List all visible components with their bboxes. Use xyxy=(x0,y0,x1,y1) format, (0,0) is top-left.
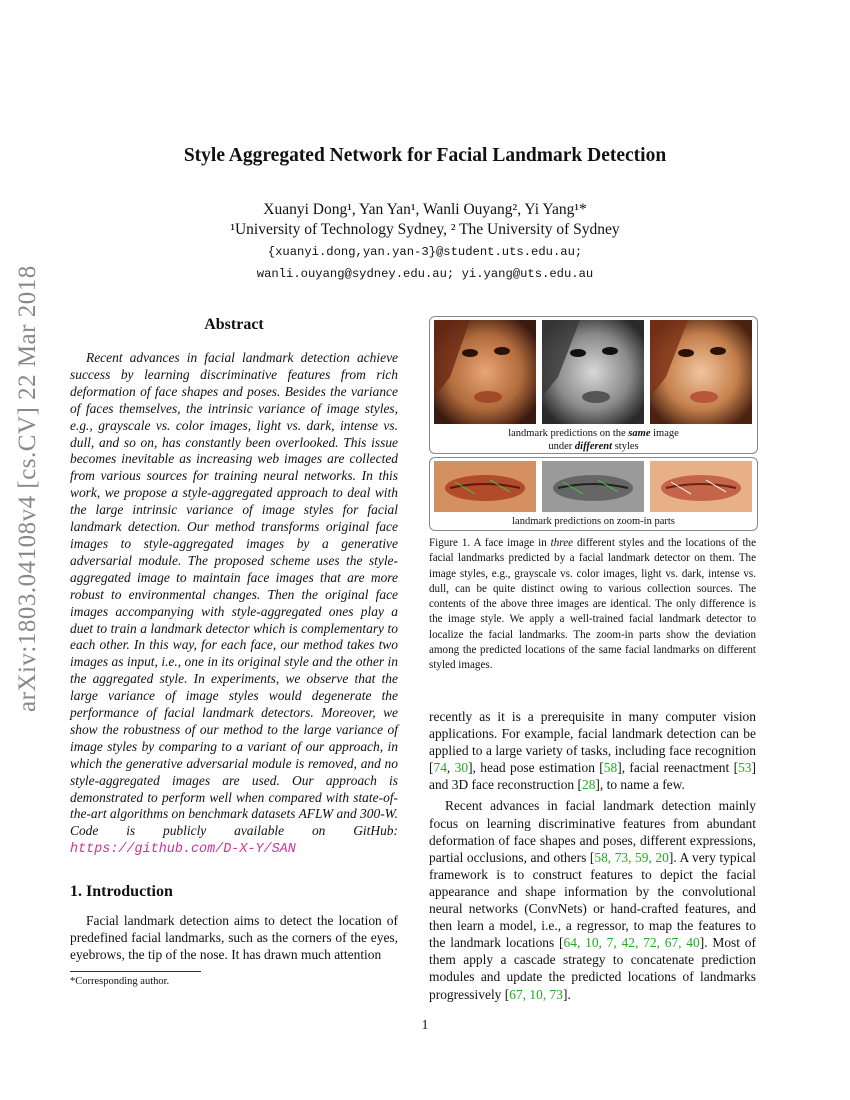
citation[interactable]: 58, 73, 59, 20 xyxy=(594,849,669,865)
intro-left-text: Facial landmark detection aims to detect the location of predefined facial landmarks, such as the corners of the eyes, eyebrows, the tip of the nose. It has drawn much attention xyxy=(70,913,398,963)
github-link[interactable]: https://github.com/D-X-Y/SAN xyxy=(70,842,296,858)
citation[interactable]: 53 xyxy=(738,760,752,776)
figure-caption xyxy=(429,536,756,674)
citation[interactable]: 64, 10, 7, 42, 72, 67, 40 xyxy=(563,935,700,951)
paper-title: Style Aggregated Network for Facial Landmark Detection xyxy=(183,145,667,166)
text: ]. Most of them apply a cascade strategy to concatenate prediction modules and update the predicted locations of landmarks progressively [ xyxy=(429,935,756,1002)
figure-top-panel xyxy=(429,316,758,454)
face-image-grayscale xyxy=(542,320,644,424)
citation[interactable]: 30 xyxy=(454,760,469,776)
page-number: 1 xyxy=(421,1017,429,1032)
label-text: image xyxy=(650,428,679,439)
zoom-in-lip-images xyxy=(430,458,757,514)
label-emph: same xyxy=(628,428,651,439)
face-image-color xyxy=(434,320,536,424)
affiliations: ¹University of Technology Sydney, ² The University of Sydney xyxy=(230,221,620,238)
citation[interactable]: 67, 10, 73 xyxy=(509,986,563,1002)
figure-bottom-panel xyxy=(429,457,758,531)
email-line-1: {xuanyi.dong,yan.yan-3}@student.uts.edu.au; xyxy=(267,245,583,259)
author-block xyxy=(0,200,850,284)
citation[interactable]: 58 xyxy=(603,760,618,776)
bottom-panel-label: landmark predictions on zoom-in parts xyxy=(512,516,675,527)
abstract-text: Recent advances in facial landmark detection achieve success by learning discriminative features from rich deformation of face shapes and poses. Besides the variance of faces themselves, the intrinsic variance of image styles, e.g., grayscale vs. color images, light vs. dark, intense vs. dull, and so on, has constantly been overlooked. This issue becomes inevitable as increasing web images are collected from various sources for training neural networks. In this work, we propose a style-aggregated approach to deal with the large intrinsic variance of image styles for facial landmark detection. Our method transforms original face images to style-aggregated images by a generative adversarial module. The proposed scheme uses the style-aggregated image to maintain face images that are more robust to environmental changes. Then the original face images accompanying with style-aggregated ones play a duet to train a landmark detector which is complementary to each other. In this way, for each face, our method takes two images as input, i.e., one in its original style and the other in the aggregated style. In experiments, we observe that the large variance of image styles would degenerate the performance of facial landmark detectors. Moreover, we show the robustness of our method to the large variance of image styles by comparing to a variant of our approach, in which the generative adversarial module is removed, and no style-aggregated images are used. Our approach is demonstrated to perform well when compared with state-of-the-art algorithms on benchmark datasets AFLW and 300-W. Code is publicly available on GitHub: xyxy=(70,350,398,839)
caption-emph: three xyxy=(550,537,574,549)
label-text: under xyxy=(548,441,575,452)
face-image-light xyxy=(650,320,752,424)
top-panel-label xyxy=(430,427,757,453)
zoom-lips-light xyxy=(650,461,752,512)
abstract-body xyxy=(70,350,398,859)
text: ], to name a few. xyxy=(595,777,685,793)
email-line-2: wanli.ouyang@sydney.edu.au; yi.yang@uts.edu.au xyxy=(256,267,594,281)
text: ]. A very typical framework is to construct features to depict the facial appearance and shape information by the convolutional neural networks (ConvNets) or hand-crafted features, and then learn a model, i.e., a regressor, to map the features to the landmark locations [ xyxy=(429,849,756,951)
label-emph: different xyxy=(574,441,613,452)
zoom-lips-grayscale xyxy=(542,461,644,512)
label-text: styles xyxy=(612,441,639,452)
footnote: *Corresponding author. xyxy=(70,976,170,987)
intro-right-para-2 xyxy=(429,797,756,1002)
face-images-three-styles xyxy=(430,317,757,425)
intro-heading: 1. Introduction xyxy=(70,883,173,900)
arxiv-stamp: arXiv:1803.04108v4 [cs.CV] 22 Mar 2018 xyxy=(14,265,41,712)
text: recently as it is a prerequisite in many computer vision applications. For example, facial landmark detection can be applied to a large variety of tasks, including face recognition [ xyxy=(429,709,756,776)
footnote-rule xyxy=(70,971,201,972)
text: , xyxy=(446,760,455,776)
text: ]. xyxy=(562,986,571,1002)
citation[interactable]: 74 xyxy=(433,760,447,776)
text: Recent advances in facial landmark detection mainly focus on learning discriminative features from abundant deformation of face shapes and poses, different expressions, partial occlusions, and others [ xyxy=(429,798,756,865)
citation[interactable]: 28 xyxy=(581,777,596,793)
label-text: landmark predictions on the xyxy=(508,428,629,439)
author-names: Xuanyi Dong¹, Yan Yan¹, Wanli Ouyang², Yi Yang¹* xyxy=(263,201,587,218)
abstract-heading: Abstract xyxy=(204,316,264,333)
caption-text: Figure 1. A face image in xyxy=(429,537,551,549)
caption-text: different styles and the locations of the facial landmarks predicted by a facial landmark detector on them. The image styles, e.g., grayscale vs. color images, light vs. dark, intense vs. dull, can be quite distinct owing to various collection sources. The contents of the above three images are identical. The only difference is the image style. We apply a well-trained facial landmark detector to localize the facial landmarks. The zoom-in parts show the deviation among the predicted locations of the same facial landmarks on different styled images. xyxy=(429,537,756,672)
text: ] and 3D face reconstruction [ xyxy=(429,760,756,793)
intro-right-column xyxy=(429,708,756,1003)
intro-right-para-1 xyxy=(429,708,756,793)
intro-left-column xyxy=(70,912,398,963)
text: ], head pose estimation [ xyxy=(468,760,604,776)
text: ], facial reenactment [ xyxy=(617,760,739,776)
zoom-lips-color xyxy=(434,461,536,512)
